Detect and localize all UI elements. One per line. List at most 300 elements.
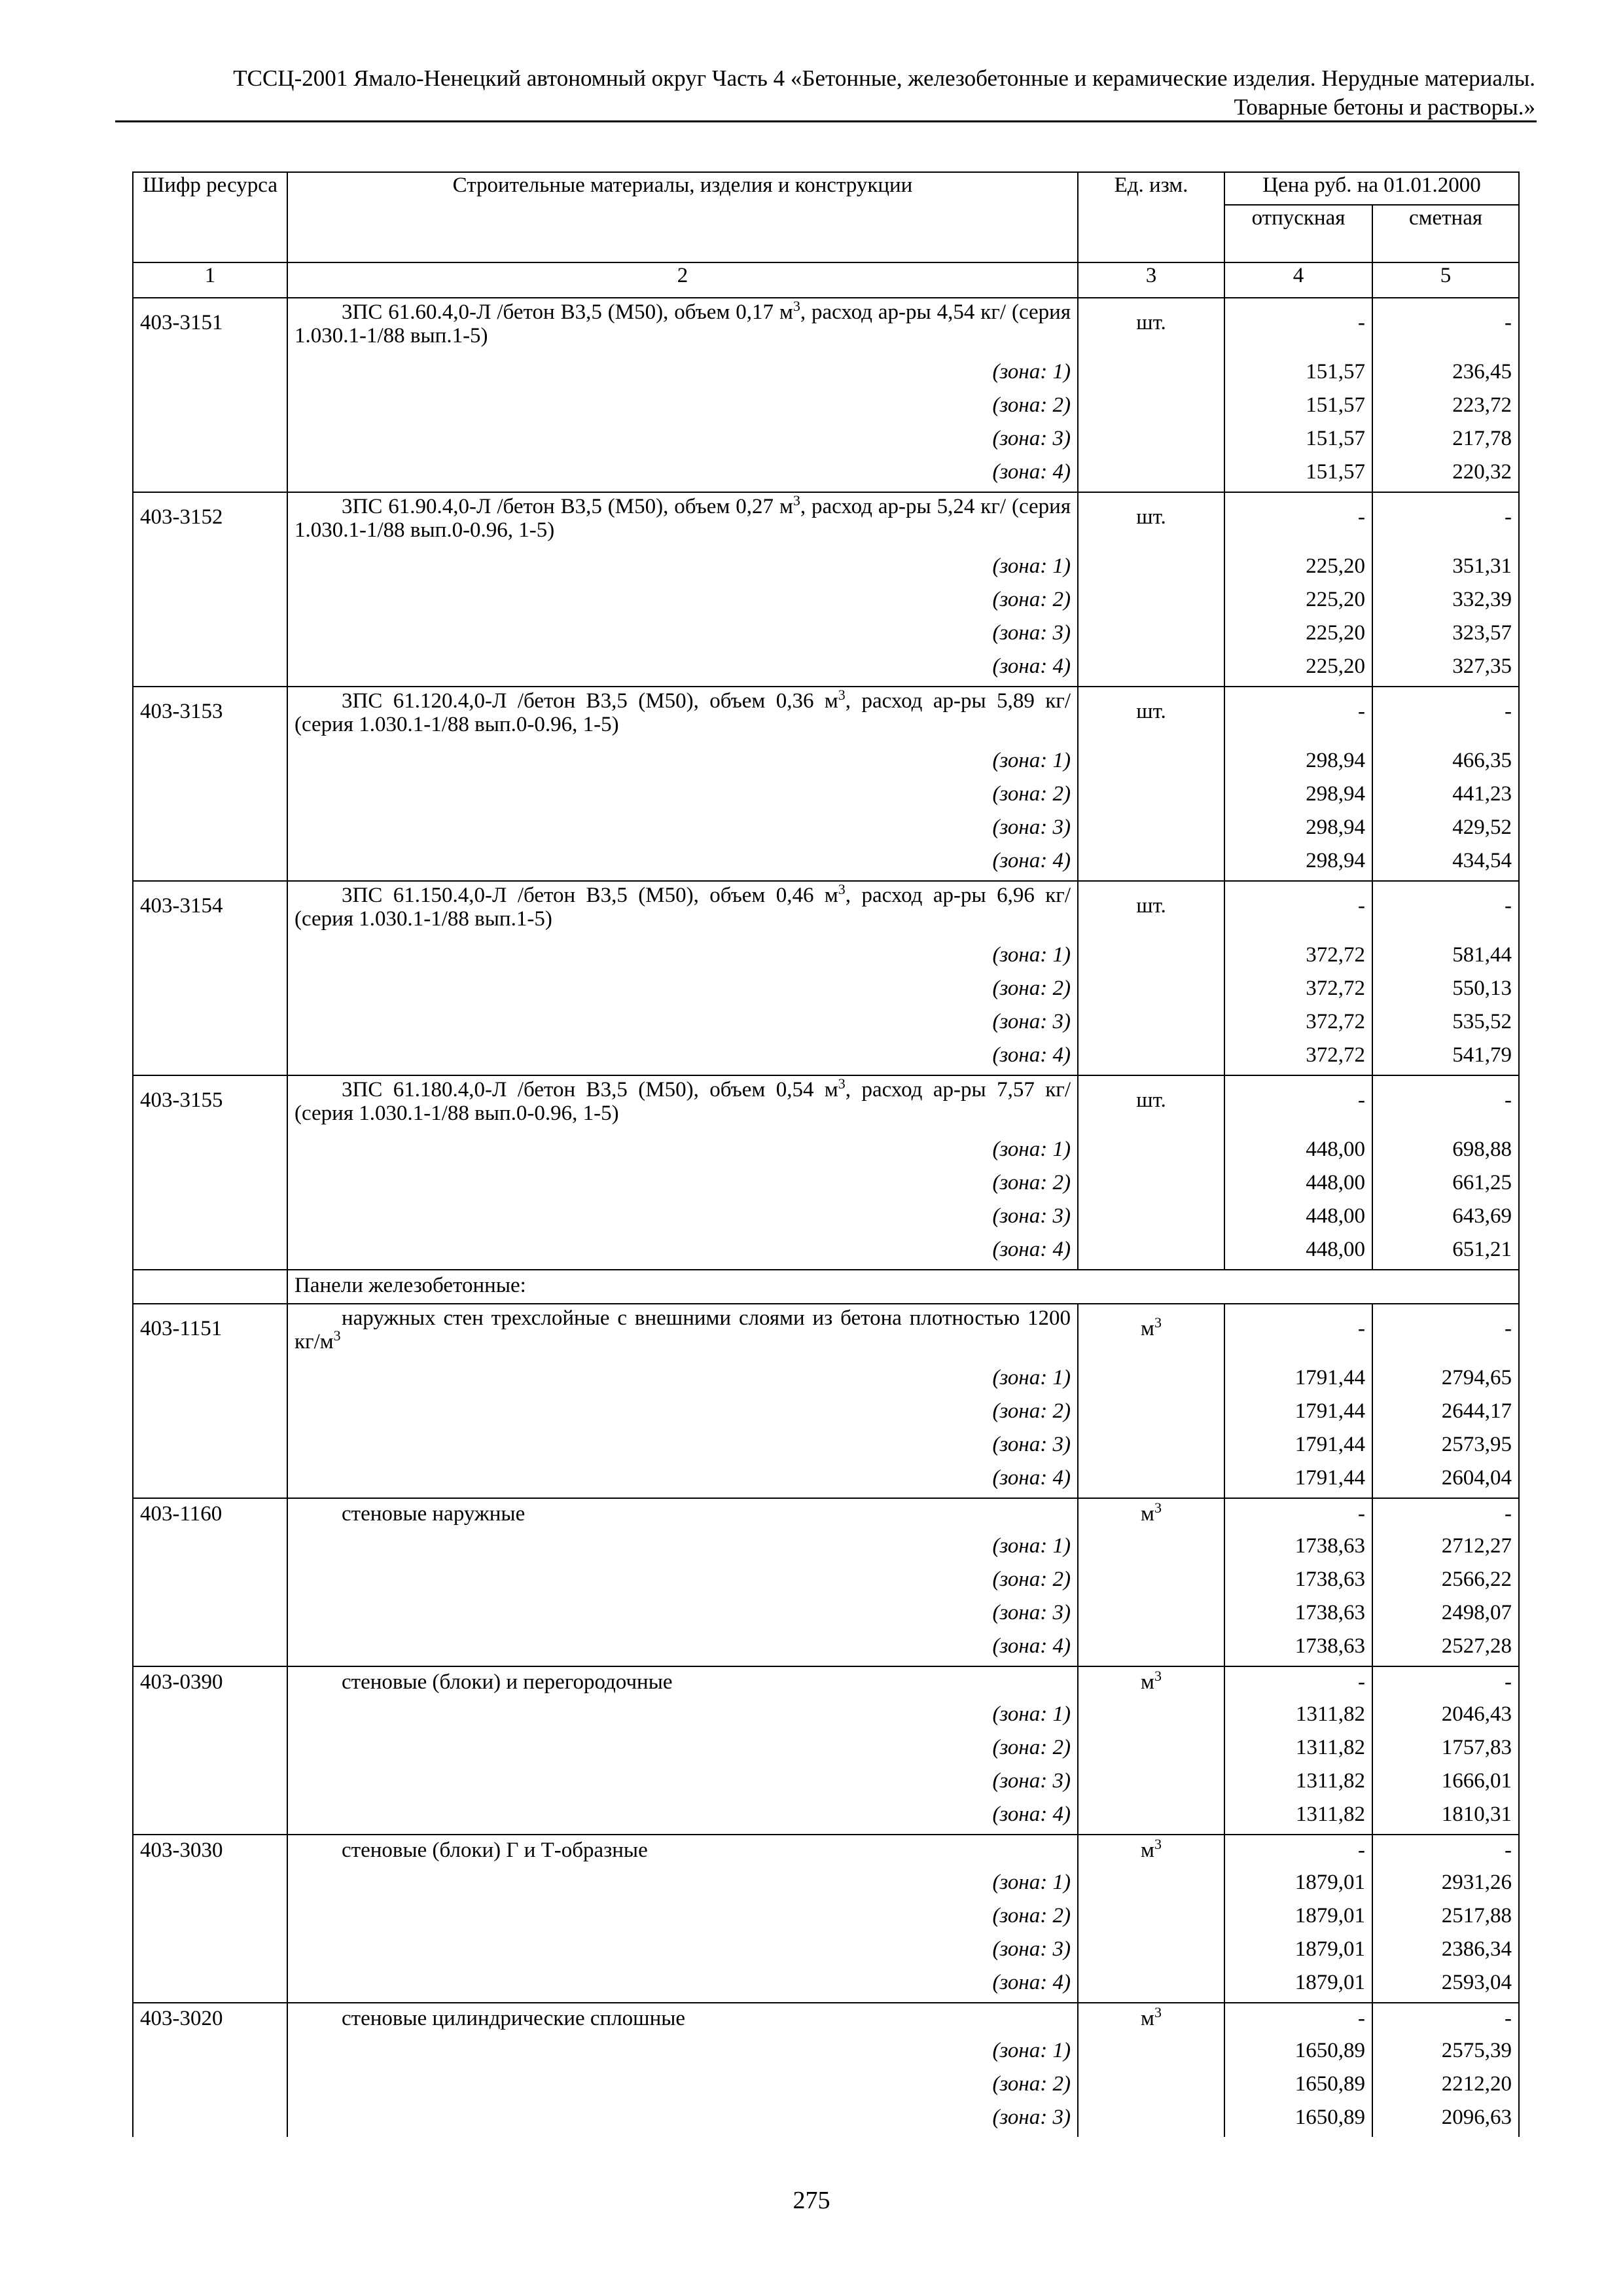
release-price: 1791,44 [1224, 1431, 1372, 1464]
estimate-price: - [1372, 881, 1519, 941]
resource-code-empty [133, 1169, 287, 1202]
zone-label: (зона: 1) [287, 1136, 1078, 1169]
table-row [133, 298, 1519, 358]
resource-code-empty [133, 1431, 287, 1464]
zone-row [133, 1566, 1519, 1599]
table-row [133, 881, 1519, 941]
unit-text: м [1141, 1670, 1154, 1694]
release-price: 298,94 [1224, 847, 1372, 881]
unit-empty [1078, 2070, 1224, 2104]
release-price: - [1224, 881, 1372, 941]
estimate-price: 2386,34 [1372, 1935, 1519, 1969]
page-number: 275 [793, 2187, 830, 2214]
unit-cell [1078, 1835, 1224, 1869]
zone-row [133, 1801, 1519, 1835]
zone-label: (зона: 1) [287, 2037, 1078, 2070]
col-number: 4 [1224, 262, 1372, 298]
estimate-price: - [1372, 1835, 1519, 1869]
table-row [133, 687, 1519, 747]
estimate-price: 643,69 [1372, 1202, 1519, 1236]
zone-label: (зона: 3) [287, 814, 1078, 847]
release-price: 1650,89 [1224, 2037, 1372, 2070]
zone-row [133, 1236, 1519, 1270]
superscript: 3 [1154, 1314, 1162, 1331]
estimate-price: 1666,01 [1372, 1767, 1519, 1801]
zone-label: (зона: 1) [287, 747, 1078, 780]
release-price: 1879,01 [1224, 1902, 1372, 1935]
unit-empty [1078, 1169, 1224, 1202]
resource-code-empty [133, 747, 287, 780]
unit-text: м [1141, 2007, 1154, 2030]
resource-code-empty [133, 1734, 287, 1767]
resource-code-empty [133, 425, 287, 458]
zone-row [133, 1202, 1519, 1236]
item-description [287, 298, 1078, 358]
release-price: - [1224, 298, 1372, 358]
release-price: - [1224, 1075, 1372, 1136]
estimate-price: 535,52 [1372, 1008, 1519, 1041]
item-name: стеновые цилиндрические сплошные [342, 2007, 686, 2030]
estimate-price: 2644,17 [1372, 1397, 1519, 1431]
release-price: 1791,44 [1224, 1397, 1372, 1431]
zone-label: (зона: 2) [287, 780, 1078, 814]
zone-row [133, 847, 1519, 881]
release-price: 1311,82 [1224, 1767, 1372, 1801]
zone-label: (зона: 4) [287, 1464, 1078, 1498]
item-name-rest: , расход ар-ры 5,24 кг/ (серия 1.030.1-1/88 вып.0-0.96, 1-5) [294, 495, 1071, 542]
estimate-price: 2712,27 [1372, 1532, 1519, 1566]
resource-code-empty [133, 1632, 287, 1666]
zone-row [133, 2037, 1519, 2070]
zone-row [133, 1008, 1519, 1041]
unit-text: шт. [1136, 311, 1166, 334]
superscript: 3 [793, 492, 800, 509]
release-price: 1879,01 [1224, 1869, 1372, 1902]
unit-empty [1078, 941, 1224, 975]
superscript: 3 [1154, 2004, 1162, 2020]
unit-empty [1078, 1767, 1224, 1801]
unit-text: м [1141, 1317, 1154, 1340]
unit-cell [1078, 1075, 1224, 1136]
zone-label: (зона: 4) [287, 1236, 1078, 1270]
zone-label: (зона: 2) [287, 391, 1078, 425]
resource-code-empty [133, 814, 287, 847]
unit-empty [1078, 2104, 1224, 2137]
unit-text: м [1141, 1839, 1154, 1862]
resource-code: 403-1160 [133, 1498, 287, 1532]
zone-label: (зона: 2) [287, 975, 1078, 1008]
release-price: 372,72 [1224, 1041, 1372, 1075]
zone-row [133, 1969, 1519, 2003]
zone-row [133, 1700, 1519, 1734]
release-price: 151,57 [1224, 458, 1372, 492]
release-price: 372,72 [1224, 941, 1372, 975]
estimate-price: - [1372, 1304, 1519, 1364]
estimate-price: 2573,95 [1372, 1431, 1519, 1464]
resource-code-empty [133, 1566, 287, 1599]
table-header [133, 172, 1519, 298]
zone-row [133, 1599, 1519, 1632]
header-line-2: Товарные бетоны и растворы.» [1234, 94, 1535, 120]
unit-empty [1078, 425, 1224, 458]
resource-code-empty [133, 1202, 287, 1236]
estimate-price: 581,44 [1372, 941, 1519, 975]
item-name: 3ПС 61.180.4,0-Л /бетон В3,5 (М50), объем 0,54 м [342, 1078, 838, 1102]
estimate-price: 698,88 [1372, 1136, 1519, 1169]
resource-code: 403-3020 [133, 2003, 287, 2037]
table-row [133, 1498, 1519, 1532]
unit-empty [1078, 458, 1224, 492]
release-price: 1738,63 [1224, 1632, 1372, 1666]
zone-row [133, 2104, 1519, 2137]
unit-empty [1078, 747, 1224, 780]
col-header-name: Строительные материалы, изделия и конструкции [287, 172, 1078, 262]
superscript: 3 [333, 1327, 341, 1344]
unit-empty [1078, 653, 1224, 687]
zone-label: (зона: 1) [287, 358, 1078, 391]
unit-empty [1078, 1632, 1224, 1666]
unit-empty [1078, 2037, 1224, 2070]
resource-code-empty [133, 1935, 287, 1969]
release-price: 1311,82 [1224, 1734, 1372, 1767]
resource-code-empty [133, 619, 287, 653]
table-row [133, 1835, 1519, 1869]
unit-empty [1078, 1397, 1224, 1431]
unit-cell [1078, 2003, 1224, 2037]
zone-label: (зона: 4) [287, 1969, 1078, 2003]
estimate-price: 2096,63 [1372, 2104, 1519, 2137]
release-price: 372,72 [1224, 975, 1372, 1008]
resource-code-empty [133, 552, 287, 586]
col-header-price-group: Цена руб. на 01.01.2000 [1224, 172, 1519, 205]
release-price: 448,00 [1224, 1136, 1372, 1169]
zone-row [133, 458, 1519, 492]
unit-empty [1078, 1566, 1224, 1599]
resource-code-empty [133, 586, 287, 619]
section-row [133, 1270, 1519, 1304]
zone-row [133, 425, 1519, 458]
resource-code-empty [133, 1136, 287, 1169]
item-description [287, 1498, 1078, 1532]
estimate-price: 2212,20 [1372, 2070, 1519, 2104]
unit-text: м [1141, 1502, 1154, 1526]
release-price: 151,57 [1224, 358, 1372, 391]
estimate-price: 441,23 [1372, 780, 1519, 814]
unit-empty [1078, 1236, 1224, 1270]
unit-empty [1078, 1008, 1224, 1041]
zone-label: (зона: 2) [287, 1566, 1078, 1599]
release-price: - [1224, 492, 1372, 552]
resource-code-empty [133, 1700, 287, 1734]
col-header-unit: Ед. изм. [1078, 172, 1224, 262]
zone-label: (зона: 4) [287, 1041, 1078, 1075]
resource-code-empty [133, 975, 287, 1008]
zone-label: (зона: 2) [287, 1734, 1078, 1767]
unit-empty [1078, 780, 1224, 814]
unit-cell [1078, 1304, 1224, 1364]
resource-code-empty [133, 2070, 287, 2104]
resource-code-empty [133, 653, 287, 687]
release-price: 225,20 [1224, 619, 1372, 653]
resource-code-empty [133, 2037, 287, 2070]
release-price: 1738,63 [1224, 1532, 1372, 1566]
item-name: 3ПС 61.60.4,0-Л /бетон В3,5 (М50), объем 0,17 м [342, 300, 793, 324]
resource-code: 403-3151 [133, 298, 287, 358]
zone-label: (зона: 3) [287, 1008, 1078, 1041]
unit-empty [1078, 1136, 1224, 1169]
table-row [133, 2003, 1519, 2037]
zone-label: (зона: 4) [287, 847, 1078, 881]
superscript: 3 [1154, 1499, 1162, 1516]
estimate-price: 2046,43 [1372, 1700, 1519, 1734]
zone-row [133, 1532, 1519, 1566]
zone-row [133, 1734, 1519, 1767]
unit-cell [1078, 492, 1224, 552]
release-price: 225,20 [1224, 586, 1372, 619]
item-name: стеновые наружные [342, 1502, 526, 1526]
superscript: 3 [838, 1075, 846, 1092]
unit-empty [1078, 1700, 1224, 1734]
unit-cell [1078, 1498, 1224, 1532]
release-price: 1738,63 [1224, 1599, 1372, 1632]
resource-code-empty [133, 1869, 287, 1902]
release-price: 298,94 [1224, 780, 1372, 814]
zone-row [133, 1136, 1519, 1169]
resource-code-empty [133, 1236, 287, 1270]
estimate-price: - [1372, 687, 1519, 747]
unit-cell [1078, 1666, 1224, 1700]
resource-code-empty [133, 1364, 287, 1397]
resource-code-empty [133, 941, 287, 975]
col-header-estimate: сметная [1372, 205, 1519, 262]
estimate-price: 2794,65 [1372, 1364, 1519, 1397]
release-price: 298,94 [1224, 814, 1372, 847]
release-price: 1650,89 [1224, 2070, 1372, 2104]
release-price: 1311,82 [1224, 1700, 1372, 1734]
zone-row [133, 780, 1519, 814]
superscript: 3 [1154, 1836, 1162, 1852]
item-description [287, 687, 1078, 747]
estimate-price: 541,79 [1372, 1041, 1519, 1075]
item-description [287, 1666, 1078, 1700]
zone-label: (зона: 3) [287, 425, 1078, 458]
col-number: 2 [287, 262, 1078, 298]
item-name-rest: , расход ар-ры 4,54 кг/ (серия 1.030.1-1/88 вып.1-5) [294, 300, 1071, 348]
zone-label: (зона: 2) [287, 586, 1078, 619]
item-description [287, 2003, 1078, 2037]
release-price: 1650,89 [1224, 2104, 1372, 2137]
resource-code-empty [133, 1464, 287, 1498]
zone-row [133, 391, 1519, 425]
zone-label: (зона: 2) [287, 2070, 1078, 2104]
table-row [133, 1666, 1519, 1700]
col-header-release: отпускная [1224, 205, 1372, 262]
resource-code-empty [133, 458, 287, 492]
estimate-price: 2931,26 [1372, 1869, 1519, 1902]
table-row [133, 1075, 1519, 1136]
zone-label: (зона: 1) [287, 552, 1078, 586]
resource-code-empty [133, 1008, 287, 1041]
estimate-price: 236,45 [1372, 358, 1519, 391]
release-price: 151,57 [1224, 391, 1372, 425]
estimate-price: - [1372, 1498, 1519, 1532]
col-number: 3 [1078, 262, 1224, 298]
item-name: 3ПС 61.90.4,0-Л /бетон В3,5 (М50), объем 0,27 м [342, 495, 793, 518]
estimate-price: - [1372, 492, 1519, 552]
zone-label: (зона: 4) [287, 653, 1078, 687]
estimate-price: 2575,39 [1372, 2037, 1519, 2070]
unit-empty [1078, 1599, 1224, 1632]
release-price: 151,57 [1224, 425, 1372, 458]
item-name: стеновые (блоки) и перегородочные [342, 1670, 673, 1694]
estimate-price: 661,25 [1372, 1169, 1519, 1202]
estimate-price: 466,35 [1372, 747, 1519, 780]
release-price: 298,94 [1224, 747, 1372, 780]
zone-row [133, 975, 1519, 1008]
unit-text: шт. [1136, 894, 1166, 918]
unit-text: шт. [1136, 700, 1166, 723]
item-description [287, 1304, 1078, 1364]
estimate-price: 1757,83 [1372, 1734, 1519, 1767]
resource-code-empty [133, 1801, 287, 1835]
estimate-price: - [1372, 1075, 1519, 1136]
zone-row [133, 814, 1519, 847]
release-price: - [1224, 2003, 1372, 2037]
estimate-price: 223,72 [1372, 391, 1519, 425]
section-title: Панели железобетонные: [287, 1270, 1519, 1304]
estimate-price: 217,78 [1372, 425, 1519, 458]
header-line-1: ТССЦ-2001 Ямало-Ненецкий автономный округ Часть 4 «Бетонные, железобетонные и керамические изделия. Нерудные материалы. [233, 65, 1535, 91]
estimate-price: 1810,31 [1372, 1801, 1519, 1835]
item-description [287, 1835, 1078, 1869]
unit-cell [1078, 687, 1224, 747]
zone-label: (зона: 1) [287, 1869, 1078, 1902]
unit-empty [1078, 1202, 1224, 1236]
resource-code-empty [133, 1969, 287, 2003]
zone-row [133, 1902, 1519, 1935]
zone-row [133, 747, 1519, 780]
resource-code-empty [133, 1270, 287, 1304]
estimate-price: 327,35 [1372, 653, 1519, 687]
zone-row [133, 1869, 1519, 1902]
item-description [287, 1075, 1078, 1136]
resource-code: 403-3153 [133, 687, 287, 747]
unit-empty [1078, 1801, 1224, 1835]
unit-text: шт. [1136, 505, 1166, 529]
zone-label: (зона: 3) [287, 619, 1078, 653]
zone-row [133, 1041, 1519, 1075]
unit-empty [1078, 1935, 1224, 1969]
resource-code-empty [133, 1902, 287, 1935]
zone-row [133, 552, 1519, 586]
estimate-price: 2566,22 [1372, 1566, 1519, 1599]
item-description [287, 881, 1078, 941]
item-name-rest: , расход ар-ры 6,96 кг/ (серия 1.030.1-1/88 вып.1-5) [294, 884, 1071, 931]
header-divider [115, 120, 1537, 122]
release-price: 225,20 [1224, 552, 1372, 586]
resource-code-empty [133, 1532, 287, 1566]
zone-label: (зона: 1) [287, 1364, 1078, 1397]
resource-code-empty [133, 780, 287, 814]
zone-row [133, 358, 1519, 391]
unit-empty [1078, 1464, 1224, 1498]
estimate-price: 429,52 [1372, 814, 1519, 847]
zone-row [133, 941, 1519, 975]
resource-code-empty [133, 1599, 287, 1632]
zone-label: (зона: 3) [287, 1935, 1078, 1969]
release-price: 448,00 [1224, 1202, 1372, 1236]
zone-label: (зона: 3) [287, 1599, 1078, 1632]
zone-row [133, 1464, 1519, 1498]
release-price: - [1224, 687, 1372, 747]
estimate-price: 434,54 [1372, 847, 1519, 881]
resource-code-empty [133, 1397, 287, 1431]
resource-code: 403-0390 [133, 1666, 287, 1700]
estimate-price: 2593,04 [1372, 1969, 1519, 2003]
zone-label: (зона: 1) [287, 1532, 1078, 1566]
release-price: - [1224, 1304, 1372, 1364]
zone-label: (зона: 3) [287, 1202, 1078, 1236]
estimate-price: 332,39 [1372, 586, 1519, 619]
unit-empty [1078, 1532, 1224, 1566]
release-price: - [1224, 1835, 1372, 1869]
zone-label: (зона: 3) [287, 1431, 1078, 1464]
resource-code: 403-3155 [133, 1075, 287, 1136]
unit-empty [1078, 1431, 1224, 1464]
unit-empty [1078, 1041, 1224, 1075]
release-price: 1791,44 [1224, 1364, 1372, 1397]
unit-empty [1078, 586, 1224, 619]
table-row [133, 1304, 1519, 1364]
resource-code-empty [133, 847, 287, 881]
item-name: 3ПС 61.120.4,0-Л /бетон В3,5 (М50), объем 0,36 м [342, 689, 838, 713]
zone-label: (зона: 3) [287, 1767, 1078, 1801]
release-price: 448,00 [1224, 1169, 1372, 1202]
unit-empty [1078, 847, 1224, 881]
unit-empty [1078, 814, 1224, 847]
zone-label: (зона: 3) [287, 2104, 1078, 2137]
resource-code: 403-3030 [133, 1835, 287, 1869]
col-header-code: Шифр ресурса [133, 172, 287, 262]
release-price: 448,00 [1224, 1236, 1372, 1270]
unit-text: шт. [1136, 1088, 1166, 1112]
zone-row [133, 586, 1519, 619]
zone-row [133, 653, 1519, 687]
zone-row [133, 1632, 1519, 1666]
zone-label: (зона: 2) [287, 1397, 1078, 1431]
resource-code-empty [133, 391, 287, 425]
release-price: 1791,44 [1224, 1464, 1372, 1498]
resource-code: 403-3154 [133, 881, 287, 941]
zone-label: (зона: 4) [287, 1801, 1078, 1835]
item-description [287, 492, 1078, 552]
price-table [132, 171, 1520, 2137]
item-name-rest: , расход ар-ры 7,57 кг/ (серия 1.030.1-1/88 вып.0-0.96, 1-5) [294, 1078, 1071, 1125]
estimate-price: 220,32 [1372, 458, 1519, 492]
release-price: 372,72 [1224, 1008, 1372, 1041]
zone-label: (зона: 1) [287, 1700, 1078, 1734]
zone-row [133, 1431, 1519, 1464]
release-price: 1311,82 [1224, 1801, 1372, 1835]
col-number: 5 [1372, 262, 1519, 298]
unit-empty [1078, 1734, 1224, 1767]
zone-row [133, 1397, 1519, 1431]
unit-empty [1078, 391, 1224, 425]
zone-label: (зона: 2) [287, 1902, 1078, 1935]
zone-row [133, 619, 1519, 653]
table-row [133, 492, 1519, 552]
unit-empty [1078, 975, 1224, 1008]
